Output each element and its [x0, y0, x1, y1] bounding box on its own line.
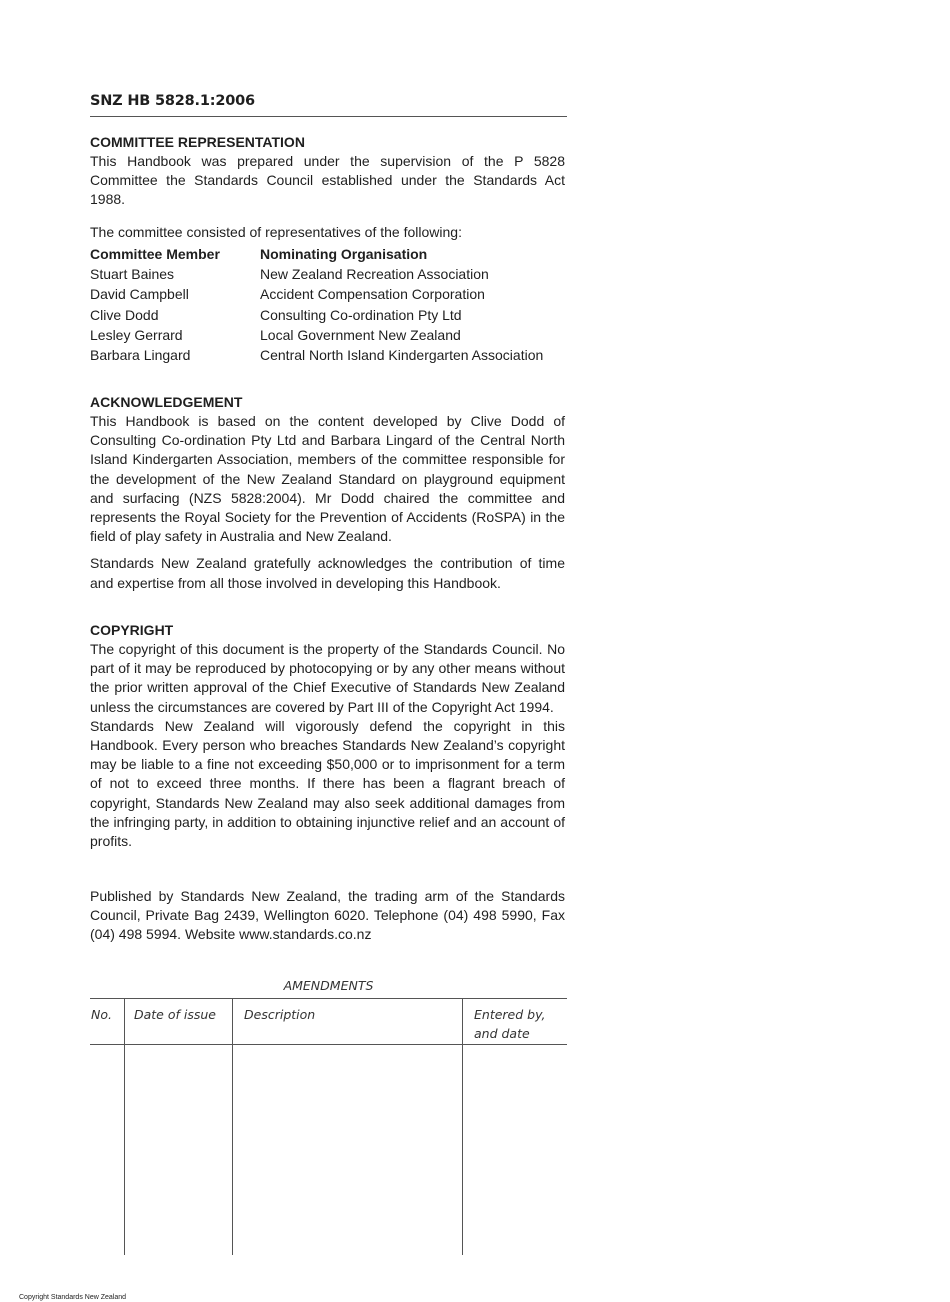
amendments-col-date: Date of issue [134, 1007, 216, 1022]
committee-heading: COMMITTEE REPRESENTATION [90, 134, 305, 150]
col-nominating-organisation: Nominating Organisation [260, 245, 428, 262]
acknowledgement-para-1: This Handbook is based on the content developed by Clive Dodd of Consulting Co-ordination Pty Ltd and Barbara Lingard of the Central North Island Kindergarten Association, members of the committee responsible for the development of the New Zealand Standard on playground equipment and surfacing (NZS 5828:2004). Mr Dodd chaired the committee and represents the Royal Society for the Prevention of Accidents (RoSPA) in the field of play safety in Australia and New Zealand. [90, 413, 565, 545]
copyright-section [90, 621, 565, 851]
footer-copyright: Copyright Standards New Zealand [19, 1294, 127, 1301]
committee-section [90, 133, 565, 368]
members-header-row [90, 246, 543, 266]
copyright-para-2: Standards New Zealand will vigorously defend the copyright in this Handbook. Every person who breaches Standards New Zealand’s copyright may be liable to a fine not exceeding $50,000 or to imprisonment for a term of not to exceed three months. If there has been a flagrant breach of copyright, Standards New Zealand may also seek additional damages from the infringing party, in addition to obtaining injunctive relief and an account of profits. [90, 717, 565, 850]
amendments-col-entered-line2: and date [474, 1026, 530, 1041]
copyright-para-1: The copyright of this document is the property of the Standards Council. No part of it may be reproduced by photocopying or by any other means without the prior written approval of the Chief Executive of Standards New Zealand unless the circumstances are covered by Part III of the Copyright Act 1994. [90, 641, 565, 715]
amendments-column-divider [462, 999, 463, 1255]
published-section [90, 887, 565, 945]
member-org: New Zealand Recreation Association [260, 266, 489, 283]
member-name: Stuart Baines [90, 266, 175, 283]
member-org: Consulting Co-ordination Pty Ltd [260, 306, 462, 323]
table-row [90, 286, 543, 306]
table-row [90, 347, 543, 367]
amendments-header-rule [90, 1044, 567, 1045]
table-row [90, 307, 543, 327]
amendments-column-divider [124, 999, 125, 1255]
amendments-table [90, 998, 567, 1255]
member-org: Local Government New Zealand [260, 327, 461, 343]
acknowledgement-para-2: Standards New Zealand gratefully acknowledges the contribution of time and expertise from all those involved in developing this Handbook. [90, 555, 565, 591]
amendments-title: AMENDMENTS [283, 978, 374, 993]
published-text: Published by Standards New Zealand, the trading arm of the Standards Council, Private Bag 2439, Wellington 6020. Telephone (04) 498 5990, Fax (04) 498 5994. Website www.standards.co.nz [90, 888, 565, 943]
member-name: Clive Dodd [90, 306, 159, 323]
col-committee-member: Committee Member [90, 245, 220, 262]
member-name: David Campbell [90, 286, 189, 303]
member-name: Barbara Lingard [90, 347, 191, 364]
member-org: Central North Island Kindergarten Association [260, 347, 544, 364]
committee-intro: This Handbook was prepared under the supervision of the P 5828 Committee the Standards Council established under the Standards Act 1988. [90, 153, 565, 208]
amendments-col-entered-line1: Entered by, [474, 1007, 546, 1022]
member-org: Accident Compensation Corporation [260, 286, 485, 303]
committee-members-table [90, 246, 543, 368]
amendments-col-entered [474, 1005, 545, 1043]
table-row [90, 327, 543, 347]
amendments-col-description: Description [244, 1007, 316, 1022]
acknowledgement-section [90, 393, 565, 593]
copyright-heading: COPYRIGHT [90, 622, 174, 638]
committee-consisted-text: The committee consisted of representatives of the following: [90, 223, 462, 240]
member-name: Lesley Gerrard [90, 327, 183, 343]
amendments-column-divider [232, 999, 233, 1255]
table-row [90, 266, 543, 286]
amendments-col-no: No. [91, 1007, 112, 1022]
document-id: SNZ HB 5828.1:2006 [90, 93, 255, 109]
header-rule [90, 116, 567, 117]
acknowledgement-heading: ACKNOWLEDGEMENT [90, 394, 243, 410]
